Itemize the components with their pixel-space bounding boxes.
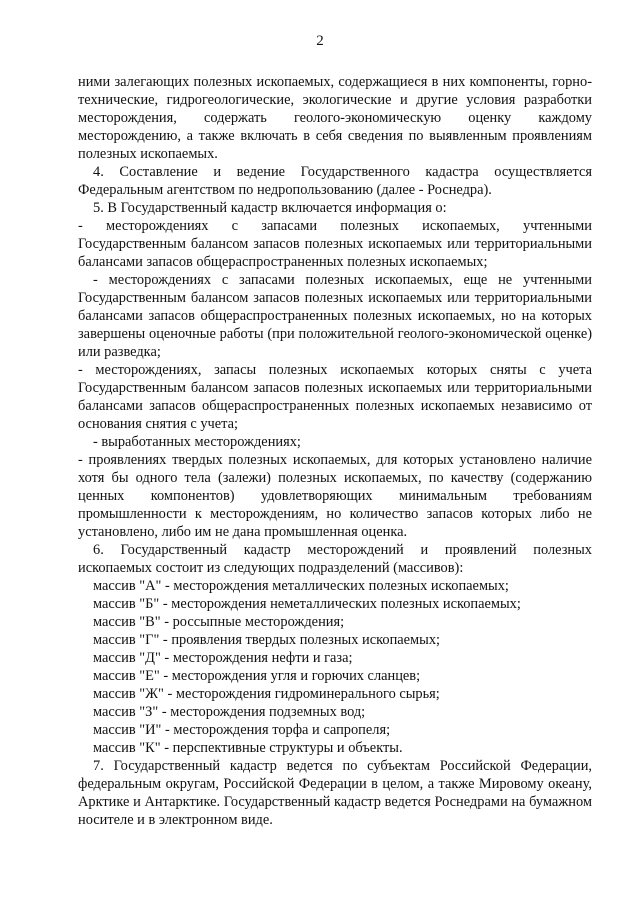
- text-line: 4. Составление и ведение Государственного кадастра осуществляется: [93, 164, 592, 180]
- text-line: 5. В Государственный кадастр включается информация о:: [93, 200, 447, 216]
- text-line: ними залегающих полезных ископаемых, содержащиеся в них компоненты, горно-: [78, 74, 592, 90]
- text-line: основания снятия с учета;: [78, 416, 239, 432]
- text-line: массив "Д" - месторождения нефти и газа;: [93, 650, 353, 666]
- text-line: массив "Г" - проявления твердых полезных ископаемых;: [93, 632, 441, 648]
- text-line: месторождению, а также включать в себя сведения по выявленным проявлениям: [78, 128, 592, 144]
- text-line: массив "И" - месторождения торфа и сапропеля;: [93, 722, 391, 738]
- text-line: или разведка;: [78, 344, 161, 360]
- text-line: установлено, либо им не дана промышленная оценка.: [78, 524, 408, 540]
- text-line: балансами запасов общераспространенных полезных ископаемых, но на которых: [78, 308, 592, 324]
- text-line: - месторождениях с запасами полезных ископаемых, учтенными: [78, 218, 592, 234]
- text-line: ископаемых состоит из следующих подразделений (массивов):: [78, 560, 464, 576]
- text-line: носителе и в электронном виде.: [78, 812, 273, 828]
- text-line: промышленности к месторождениям, но количество запасов которых либо не: [78, 506, 592, 522]
- text-line: федеральным округам, Российской Федерации в целом, а также Мировому океану,: [78, 776, 592, 792]
- text-line: технические, гидрогеологические, экологические и другие условия разработки: [78, 92, 592, 108]
- text-line: 7. Государственный кадастр ведется по субъектам Российской Федерации,: [93, 758, 592, 774]
- text-line: массив "З" - месторождения подземных вод;: [93, 704, 366, 720]
- text-line: балансами запасов общераспространенных полезных ископаемых независимо от: [78, 398, 592, 414]
- text-line: массив "А" - месторождения металлических полезных ископаемых;: [93, 578, 509, 594]
- text-line: массив "Ж" - месторождения гидроминерального сырья;: [93, 686, 440, 702]
- text-line: Государственным балансом запасов полезных ископаемых или территориальными: [78, 236, 592, 252]
- text-line: массив "Б" - месторождения неметаллических полезных ископаемых;: [93, 596, 521, 612]
- text-line: месторождения, содержать геолого-экономическую оценку каждому: [78, 110, 592, 126]
- text-line: Арктике и Антарктике. Государственный кадастр ведется Роснедрами на бумажном: [78, 794, 592, 810]
- text-line: массив "К" - перспективные структуры и объекты.: [93, 740, 403, 756]
- text-line: Государственным балансом запасов полезных ископаемых или территориальными: [78, 290, 592, 306]
- text-line: массив "В" - россыпные месторождения;: [93, 614, 345, 630]
- text-line: Государственным балансом запасов полезных ископаемых или территориальными: [78, 380, 592, 396]
- text-line: полезных ископаемых.: [78, 146, 218, 162]
- text-line: массив "Е" - месторождения угля и горючих сланцев;: [93, 668, 421, 684]
- page-number: 2: [316, 33, 324, 49]
- text-line: завершены оценочные работы (при положительной геолого-экономической оценке): [78, 326, 592, 342]
- text-line: хотя бы одного тела (залежи) полезных ископаемых, по качеству (содержанию: [78, 470, 592, 486]
- text-line: 6. Государственный кадастр месторождений и проявлений полезных: [93, 542, 592, 558]
- text-line: балансами запасов общераспространенных полезных ископаемых;: [78, 254, 488, 270]
- text-line: - месторождениях, запасы полезных ископаемых которых сняты с учета: [78, 362, 592, 378]
- text-line: Федеральным агентством по недропользованию (далее - Роснедра).: [78, 182, 492, 198]
- text-line: - проявлениях твердых полезных ископаемых, для которых установлено наличие: [78, 452, 592, 468]
- text-line: ценных компонентов) удовлетворяющих минимальным требованиям: [78, 488, 592, 504]
- text-line: - выработанных месторождениях;: [93, 434, 301, 450]
- text-line: - месторождениях с запасами полезных ископаемых, еще не учтенными: [93, 272, 592, 288]
